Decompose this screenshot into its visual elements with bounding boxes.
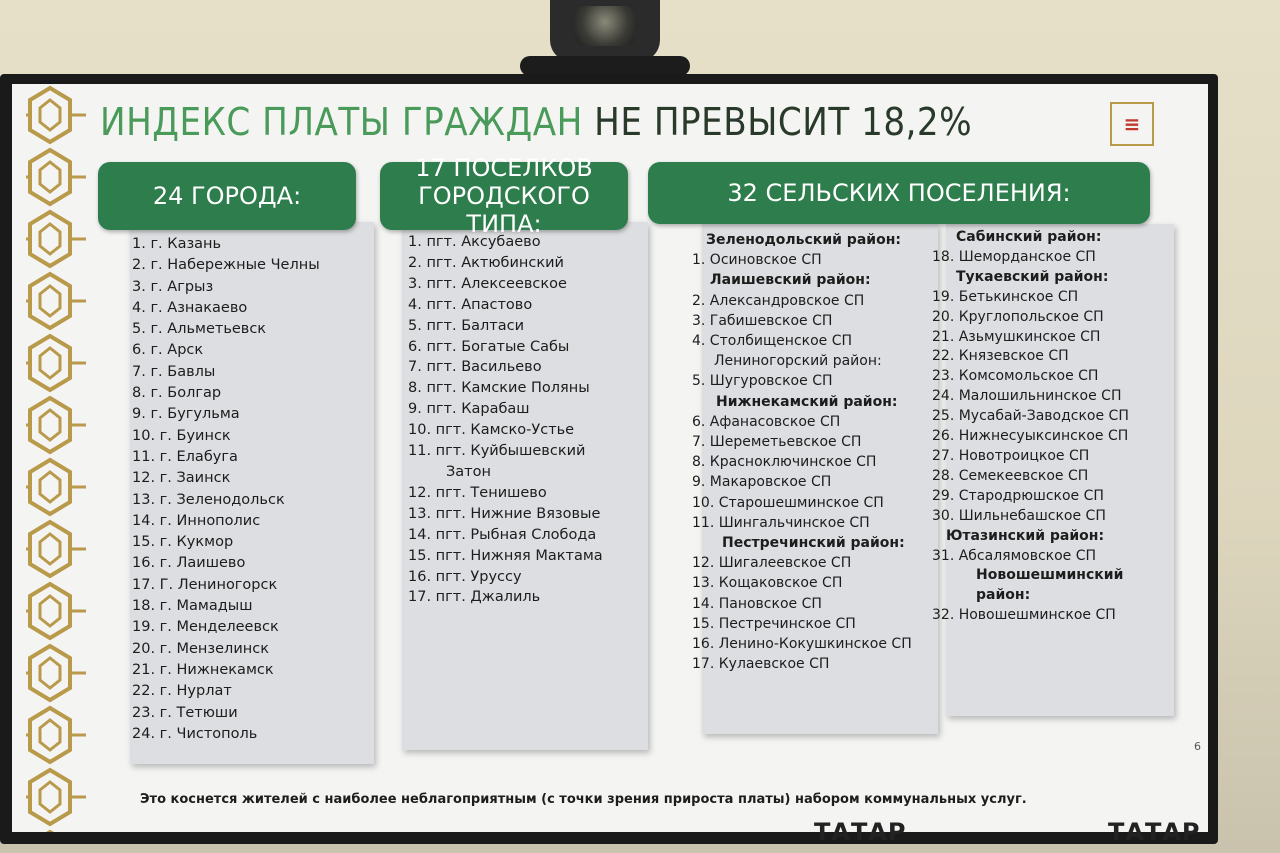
list-item: 20. Круглопольское СП xyxy=(932,308,1104,325)
ceiling-camera xyxy=(520,0,690,78)
list-item: 4. Столбищенское СП xyxy=(692,333,853,350)
towns-list xyxy=(408,232,603,608)
list-item: 17. Кулаевское СП xyxy=(692,656,830,673)
list-item: 18. Шеморданское СП xyxy=(932,248,1096,265)
camera-lens xyxy=(575,6,635,46)
rural-list-right xyxy=(932,228,1129,626)
list-item: 12. пгт. Тенишево xyxy=(408,484,547,501)
list-item: 4. пгт. Апастово xyxy=(408,296,533,313)
towns-header xyxy=(380,154,628,238)
list-item: 16. пгт. Уруссу xyxy=(408,568,522,585)
list-item: 5. пгт. Балтаси xyxy=(408,317,525,334)
list-item: Затон xyxy=(446,463,491,480)
district-heading: Зеленодольский район: xyxy=(706,232,901,248)
district-heading: Лаишевский район: xyxy=(710,272,871,289)
district-heading: Новошешминский xyxy=(976,567,1124,584)
list-item: 9. пгт. Карабаш xyxy=(408,401,530,418)
list-item: 2. г. Набережные Челны xyxy=(132,257,320,274)
footnote: Это коснется жителей с наиболее неблагоприятным (с точки зрения прироста платы) набором коммунальных услуг. xyxy=(140,792,1027,807)
list-item: 29. Стародрюшское СП xyxy=(932,487,1104,504)
district-heading: Ютазинский район: xyxy=(946,527,1105,544)
list-item: 16. Ленино-Кокушкинское СП xyxy=(692,636,912,653)
list-item: 12. г. Заинск xyxy=(132,470,231,487)
district-heading: Пестречинский район: xyxy=(722,535,905,552)
list-item: 8. пгт. Камские Поляны xyxy=(408,380,590,397)
list-item: 4. г. Азнакаево xyxy=(132,299,248,316)
list-item: 1. пгт. Аксубаево xyxy=(408,234,541,250)
list-item: 11. г. Елабуга xyxy=(132,448,238,465)
brand-label-right: ТАТАР xyxy=(1108,818,1201,846)
list-item: 15. г. Кукмор xyxy=(132,534,234,551)
list-item: 8. Красноключинское СП xyxy=(692,454,877,471)
list-item: 17. Г. Лениногорск xyxy=(132,576,278,593)
list-item: 28. Семекеевское СП xyxy=(932,467,1089,484)
list-item: 11. пгт. Куйбышевский xyxy=(408,443,586,460)
list-item: 3. г. Агрыз xyxy=(132,278,214,295)
district-heading: Лениногорский район: xyxy=(714,353,882,370)
district-heading: Нижнекамский район: xyxy=(716,393,898,410)
district-heading: район: xyxy=(976,587,1031,604)
list-item: 14. Пановское СП xyxy=(692,595,822,612)
ornament-border xyxy=(20,84,100,832)
list-item: 3. пгт. Алексеевское xyxy=(408,275,567,292)
brand-label-left: ТАТАР xyxy=(814,818,907,846)
list-item: 14. пгт. Рыбная Слобода xyxy=(408,526,597,543)
list-item: 6. Афанасовское СП xyxy=(692,413,841,430)
list-item: 14. г. Иннополис xyxy=(132,512,261,529)
list-item: 19. Бетькинское СП xyxy=(932,288,1079,305)
list-item: 18. г. Мамадыш xyxy=(132,598,253,615)
list-item: 5. Шугуровское СП xyxy=(692,373,833,390)
list-item: 10. пгт. Камско-Устье xyxy=(408,422,575,439)
list-item: 3. Габишевское СП xyxy=(692,312,833,329)
list-item: 6. г. Арск xyxy=(132,342,204,359)
towns-header-line1: 17 ПОСЕЛКОВ xyxy=(415,154,593,182)
towns-header-line2: ГОРОДСКОГО ТИПА: xyxy=(418,182,590,238)
district-heading: Тукаевский район: xyxy=(956,268,1109,285)
list-item: 5. г. Альметьевск xyxy=(132,321,267,338)
list-item: 10. г. Буинск xyxy=(132,427,231,444)
slide-title xyxy=(100,100,972,144)
list-item: 11. Шингальчинское СП xyxy=(692,514,870,531)
list-item: 31. Абсалямовское СП xyxy=(932,547,1097,564)
list-item: 22. Князевское СП xyxy=(932,348,1069,365)
list-item: 21. Азьмушкинское СП xyxy=(932,328,1101,345)
list-item: 21. г. Нижнекамск xyxy=(132,661,274,678)
list-item: 30. Шильнебашское СП xyxy=(932,507,1106,524)
list-item: 8. г. Болгар xyxy=(132,385,222,402)
rural-list-left xyxy=(692,230,912,674)
list-item: 7. Шереметьевское СП xyxy=(692,434,862,451)
list-item: 32. Новошешминское СП xyxy=(932,607,1116,624)
list-item: 19. г. Менделеевск xyxy=(132,619,279,636)
list-item: 27. Новотроицкое СП xyxy=(932,447,1090,464)
rural-header-text: 32 СЕЛЬСКИХ ПОСЕЛЕНИЯ: xyxy=(727,179,1071,207)
list-item: 24. г. Чистополь xyxy=(132,725,258,742)
list-item: 1. Осиновское СП xyxy=(692,252,822,269)
list-item: 13. г. Зеленодольск xyxy=(132,491,285,508)
camera-base xyxy=(520,56,690,76)
title-dark-part: НЕ ПРЕВЫСИТ 18,2% xyxy=(594,100,973,144)
list-item: 24. Малошильнинское СП xyxy=(932,388,1122,405)
list-item: 2. пгт. Актюбинский xyxy=(408,254,564,271)
list-item: 15. пгт. Нижняя Мактама xyxy=(408,547,603,564)
list-item: 1. г. Казань xyxy=(132,236,222,252)
logo-icon: ≡ xyxy=(1110,102,1154,146)
cities-header-text: 24 ГОРОДА: xyxy=(152,182,302,210)
district-heading: Сабинский район: xyxy=(956,229,1102,245)
list-item: 26. Нижнесуыксинское СП xyxy=(932,428,1129,445)
list-item: 23. Комсомольское СП xyxy=(932,368,1099,385)
list-item: 7. г. Бавлы xyxy=(132,363,216,380)
list-item: 22. г. Нурлат xyxy=(132,683,232,700)
list-item: 20. г. Мензелинск xyxy=(132,640,269,657)
list-item: 9. Макаровское СП xyxy=(692,474,832,491)
list-item: 12. Шигалеевское СП xyxy=(692,555,852,572)
list-item: 13. пгт. Нижние Вязовые xyxy=(408,505,601,522)
list-item: 13. Кощаковское СП xyxy=(692,575,843,592)
rural-header xyxy=(648,162,1150,224)
list-item: 16. г. Лаишево xyxy=(132,555,246,572)
list-item: 15. Пестречинское СП xyxy=(692,615,856,632)
list-item: 9. г. Бугульма xyxy=(132,406,240,423)
title-green-part: ИНДЕКС ПЛАТЫ ГРАЖДАН xyxy=(100,100,583,144)
presentation-slide xyxy=(12,84,1208,832)
cities-list xyxy=(132,234,320,745)
list-item: 10. Старошешминское СП xyxy=(692,494,884,511)
list-item: 17. пгт. Джалиль xyxy=(408,589,541,606)
list-item: 7. пгт. Васильево xyxy=(408,359,542,376)
list-item: 25. Мусабай-Заводское СП xyxy=(932,408,1129,425)
page-number: 6 xyxy=(1194,740,1201,753)
list-item: 2. Александровское СП xyxy=(692,292,865,309)
cities-header xyxy=(98,162,356,230)
list-item: 6. пгт. Богатые Сабы xyxy=(408,338,570,355)
list-item: 23. г. Тетюши xyxy=(132,704,238,721)
